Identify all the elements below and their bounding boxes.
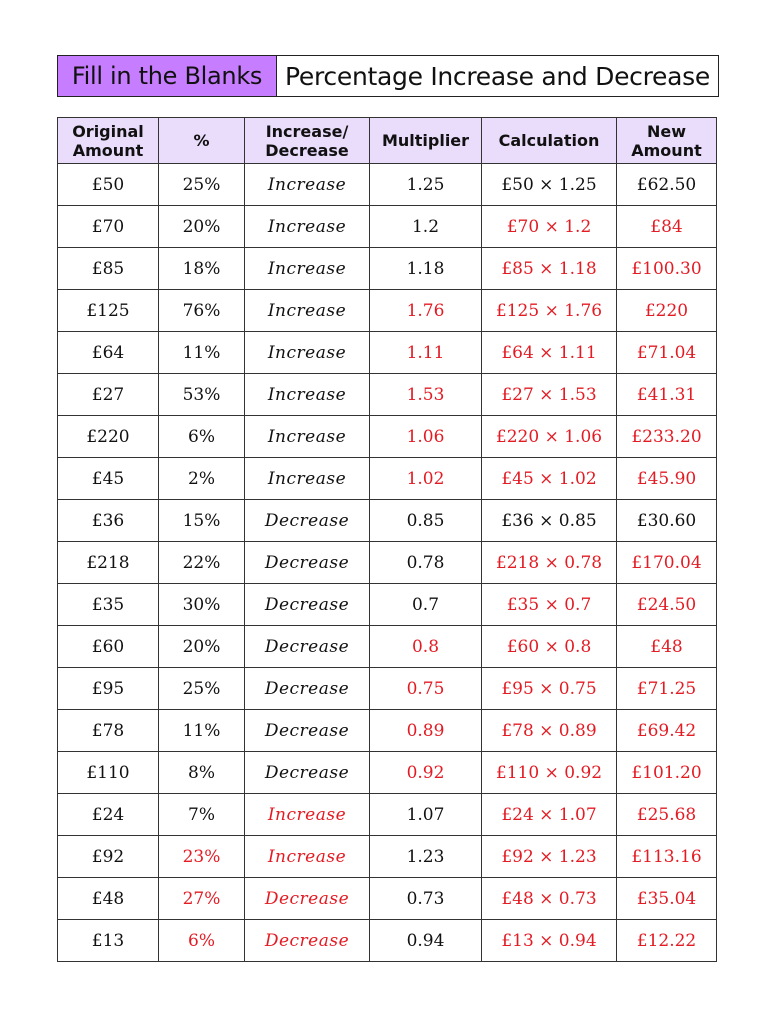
header-label: Calculation	[498, 131, 600, 150]
cell-direction: Increase	[245, 836, 370, 878]
table-row	[58, 710, 717, 752]
cell-new-amount: £48	[617, 626, 717, 668]
cell-multiplier: 0.75	[370, 668, 482, 710]
cell-direction: Increase	[245, 374, 370, 416]
cell-multiplier: 1.11	[370, 332, 482, 374]
cell-new-amount: £62.50	[617, 164, 717, 206]
cell-calculation: £125 × 1.76	[482, 290, 617, 332]
cell-original-amount: £85	[58, 248, 159, 290]
worksheet-label: Fill in the Blanks	[58, 56, 277, 96]
cell-original-amount: £35	[58, 584, 159, 626]
cell-calculation: £27 × 1.53	[482, 374, 617, 416]
cell-multiplier: 0.73	[370, 878, 482, 920]
cell-percent: 11%	[159, 710, 245, 752]
cell-percent: 23%	[159, 836, 245, 878]
cell-direction: Increase	[245, 164, 370, 206]
cell-new-amount: £41.31	[617, 374, 717, 416]
cell-multiplier: 1.06	[370, 416, 482, 458]
cell-direction: Decrease	[245, 542, 370, 584]
cell-original-amount: £78	[58, 710, 159, 752]
cell-direction: Increase	[245, 248, 370, 290]
table-row	[58, 374, 717, 416]
table-row	[58, 416, 717, 458]
cell-original-amount: £13	[58, 920, 159, 962]
cell-original-amount: £64	[58, 332, 159, 374]
cell-new-amount: £35.04	[617, 878, 717, 920]
cell-calculation: £50 × 1.25	[482, 164, 617, 206]
cell-direction: Decrease	[245, 626, 370, 668]
cell-calculation: £92 × 1.23	[482, 836, 617, 878]
cell-new-amount: £101.20	[617, 752, 717, 794]
cell-calculation: £95 × 0.75	[482, 668, 617, 710]
table-row	[58, 164, 717, 206]
table-row	[58, 206, 717, 248]
header-label: Increase/	[265, 121, 349, 141]
cell-multiplier: 0.92	[370, 752, 482, 794]
cell-multiplier: 1.76	[370, 290, 482, 332]
cell-percent: 30%	[159, 584, 245, 626]
cell-original-amount: £220	[58, 416, 159, 458]
header-calculation	[482, 118, 617, 164]
header-increase-decrease	[245, 118, 370, 164]
cell-calculation: £220 × 1.06	[482, 416, 617, 458]
cell-new-amount: £220	[617, 290, 717, 332]
header-label: Amount	[631, 140, 702, 160]
cell-calculation: £35 × 0.7	[482, 584, 617, 626]
cell-percent: 76%	[159, 290, 245, 332]
table-body	[58, 164, 717, 962]
table-row	[58, 626, 717, 668]
cell-percent: 27%	[159, 878, 245, 920]
cell-direction: Decrease	[245, 668, 370, 710]
cell-direction: Increase	[245, 458, 370, 500]
header-percent	[159, 118, 245, 164]
cell-calculation: £24 × 1.07	[482, 794, 617, 836]
header-label: Decrease	[265, 140, 349, 160]
cell-percent: 18%	[159, 248, 245, 290]
cell-original-amount: £48	[58, 878, 159, 920]
cell-direction: Increase	[245, 206, 370, 248]
cell-multiplier: 1.53	[370, 374, 482, 416]
cell-direction: Increase	[245, 290, 370, 332]
table-row	[58, 668, 717, 710]
percentage-table	[57, 117, 717, 962]
cell-multiplier: 1.18	[370, 248, 482, 290]
cell-new-amount: £170.04	[617, 542, 717, 584]
cell-calculation: £64 × 1.11	[482, 332, 617, 374]
cell-new-amount: £233.20	[617, 416, 717, 458]
cell-calculation: £13 × 0.94	[482, 920, 617, 962]
cell-new-amount: £69.42	[617, 710, 717, 752]
table-row	[58, 290, 717, 332]
cell-percent: 6%	[159, 416, 245, 458]
cell-multiplier: 1.23	[370, 836, 482, 878]
cell-calculation: £45 × 1.02	[482, 458, 617, 500]
header-multiplier	[370, 118, 482, 164]
cell-new-amount: £25.68	[617, 794, 717, 836]
cell-new-amount: £100.30	[617, 248, 717, 290]
cell-percent: 22%	[159, 542, 245, 584]
cell-direction: Decrease	[245, 878, 370, 920]
table-row	[58, 332, 717, 374]
header-label: Amount	[72, 140, 144, 160]
cell-new-amount: £12.22	[617, 920, 717, 962]
cell-calculation: £78 × 0.89	[482, 710, 617, 752]
header-label: Original	[72, 121, 144, 141]
cell-direction: Decrease	[245, 920, 370, 962]
cell-multiplier: 0.7	[370, 584, 482, 626]
table-row	[58, 920, 717, 962]
cell-original-amount: £92	[58, 836, 159, 878]
table-row	[58, 752, 717, 794]
header-label: New	[646, 121, 687, 141]
cell-percent: 15%	[159, 500, 245, 542]
cell-multiplier: 0.85	[370, 500, 482, 542]
cell-new-amount: £71.25	[617, 668, 717, 710]
cell-direction: Decrease	[245, 710, 370, 752]
cell-calculation: £36 × 0.85	[482, 500, 617, 542]
cell-calculation: £85 × 1.18	[482, 248, 617, 290]
cell-direction: Decrease	[245, 500, 370, 542]
cell-calculation: £60 × 0.8	[482, 626, 617, 668]
cell-original-amount: £27	[58, 374, 159, 416]
table-row	[58, 584, 717, 626]
cell-calculation: £110 × 0.92	[482, 752, 617, 794]
cell-direction: Decrease	[245, 752, 370, 794]
cell-direction: Decrease	[245, 584, 370, 626]
title-box	[57, 55, 719, 97]
cell-percent: 2%	[159, 458, 245, 500]
cell-new-amount: £45.90	[617, 458, 717, 500]
cell-original-amount: £24	[58, 794, 159, 836]
header-label: %	[193, 131, 210, 150]
cell-multiplier: 1.25	[370, 164, 482, 206]
table-row	[58, 542, 717, 584]
cell-original-amount: £218	[58, 542, 159, 584]
table-row	[58, 878, 717, 920]
cell-percent: 11%	[159, 332, 245, 374]
cell-multiplier: 0.89	[370, 710, 482, 752]
cell-direction: Increase	[245, 332, 370, 374]
table-row	[58, 248, 717, 290]
cell-percent: 20%	[159, 626, 245, 668]
cell-original-amount: £95	[58, 668, 159, 710]
cell-percent: 25%	[159, 164, 245, 206]
cell-new-amount: £30.60	[617, 500, 717, 542]
cell-original-amount: £110	[58, 752, 159, 794]
cell-percent: 7%	[159, 794, 245, 836]
cell-calculation: £218 × 0.78	[482, 542, 617, 584]
cell-original-amount: £60	[58, 626, 159, 668]
cell-percent: 25%	[159, 668, 245, 710]
cell-percent: 53%	[159, 374, 245, 416]
cell-percent: 8%	[159, 752, 245, 794]
worksheet-title: Percentage Increase and Decrease	[285, 61, 710, 91]
header-row	[58, 118, 717, 164]
cell-new-amount: £24.50	[617, 584, 717, 626]
cell-calculation: £48 × 0.73	[482, 878, 617, 920]
cell-calculation: £70 × 1.2	[482, 206, 617, 248]
header-new-amount	[617, 118, 717, 164]
cell-new-amount: £71.04	[617, 332, 717, 374]
cell-new-amount: £113.16	[617, 836, 717, 878]
cell-original-amount: £125	[58, 290, 159, 332]
header-original-amount	[58, 118, 159, 164]
cell-multiplier: 1.07	[370, 794, 482, 836]
cell-original-amount: £36	[58, 500, 159, 542]
cell-direction: Increase	[245, 794, 370, 836]
cell-multiplier: 0.8	[370, 626, 482, 668]
table-row	[58, 836, 717, 878]
table-row	[58, 458, 717, 500]
table-row	[58, 500, 717, 542]
cell-new-amount: £84	[617, 206, 717, 248]
cell-original-amount: £45	[58, 458, 159, 500]
cell-direction: Increase	[245, 416, 370, 458]
cell-multiplier: 1.2	[370, 206, 482, 248]
cell-original-amount: £50	[58, 164, 159, 206]
cell-percent: 20%	[159, 206, 245, 248]
cell-multiplier: 0.78	[370, 542, 482, 584]
cell-percent: 6%	[159, 920, 245, 962]
header-label: Multiplier	[381, 131, 470, 150]
cell-multiplier: 1.02	[370, 458, 482, 500]
table-row	[58, 794, 717, 836]
cell-multiplier: 0.94	[370, 920, 482, 962]
cell-original-amount: £70	[58, 206, 159, 248]
